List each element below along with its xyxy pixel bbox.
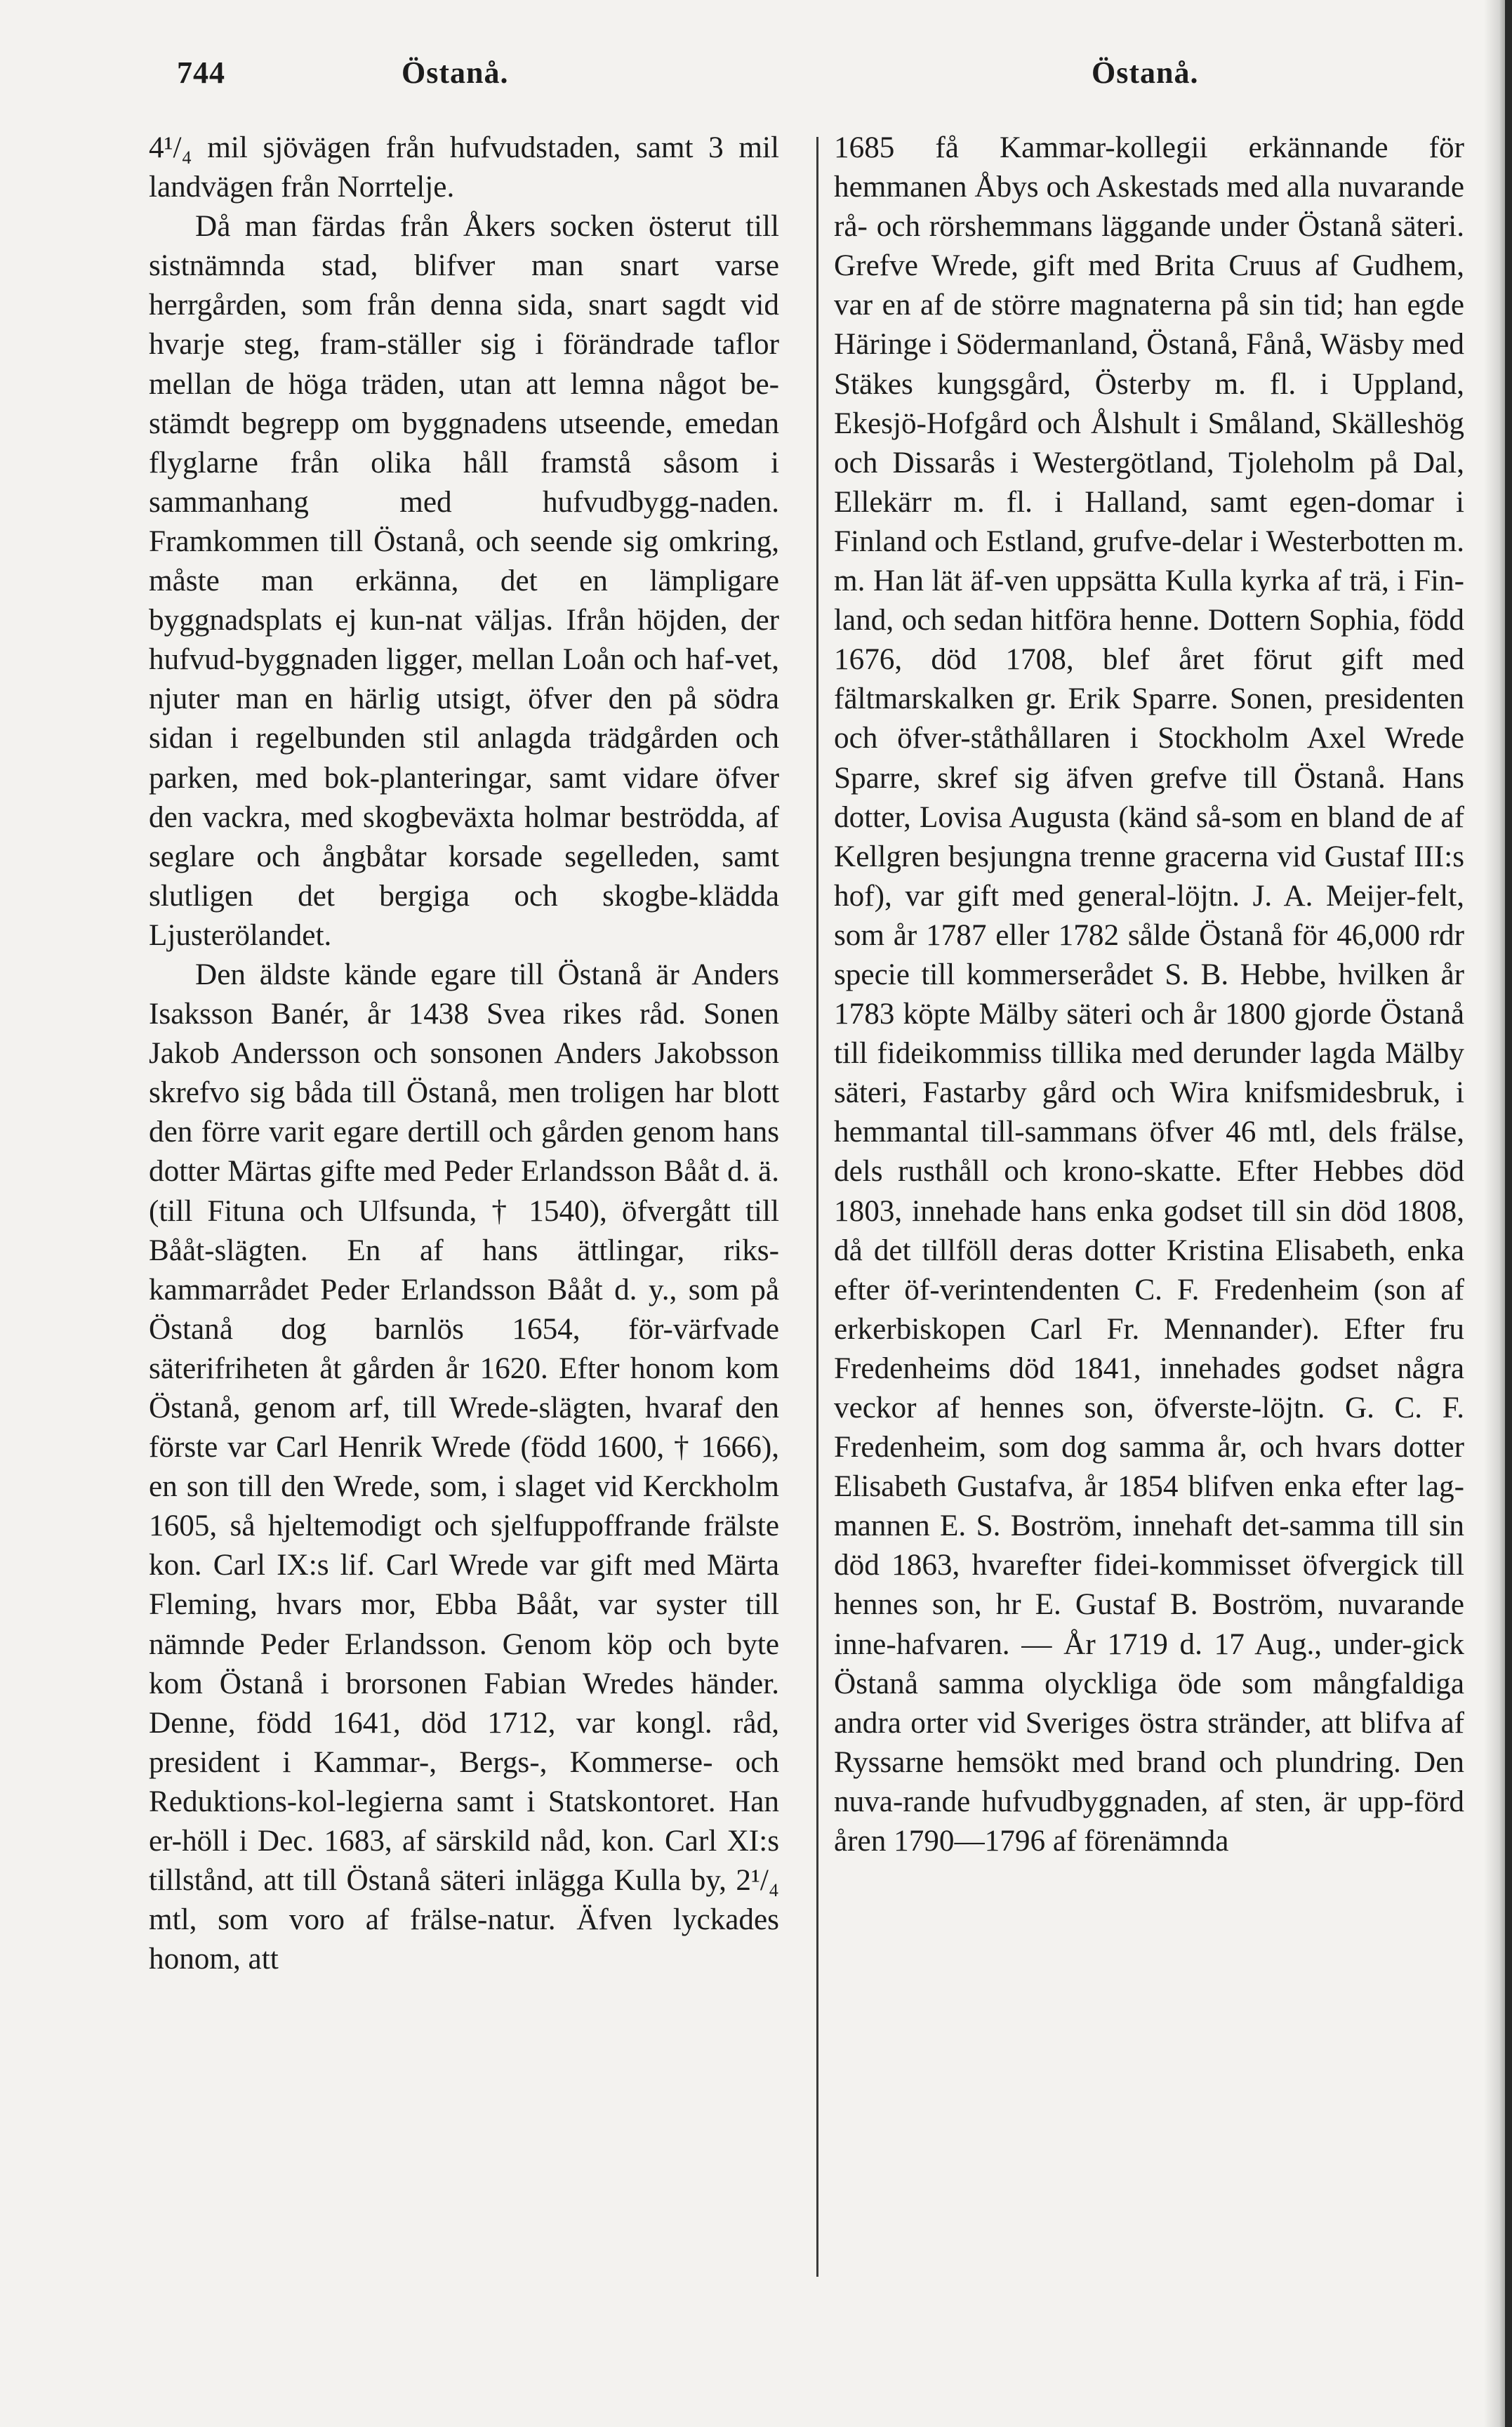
running-head-right: Östanå. <box>1092 55 1199 90</box>
page-number: 744 <box>177 55 225 90</box>
left-paragraph-3: Den äldste kände egare till Östanå är Anders Isaksson Banér, år 1438 Svea rikes råd. Sonen Jakob Andersson och sonsonen Anders Jakobsson skrefvo sig båda till Östanå, men troligen har blott den förre varit egare dertill och gården genom hans dotter Märtas gifte med Peder Erlandsson Bååt d. ä. (till Fituna och Ulfsunda, † 1540), öfvergått till Bååt-slägten. En af hans ättlingar, riks-kammarrådet Peder Erlandsson Bååt d. y., som på Östanå dog barnlös 1654, för-värfvade säterifriheten åt gården år 1620. Efter honom kom Östanå, genom arf, till Wrede-slägten, hvaraf den förste var Carl Henrik Wrede (född 1600, † 1666), en son till den Wrede, som, i slaget vid Kerckholm 1605, så hjeltemodigt och sjelfuppoffrande frälste kon. Carl IX:s lif. Carl Wrede var gift med Märta Fleming, hvars mor, Ebba Bååt, var syster till nämnde Peder Erlandsson. Genom köp och byte kom Östanå i brorsonen Fabian Wredes händer. Denne, född 1641, död 1712, var kongl. råd, president i Kammar-, Bergs-, Kommerse- och Reduktions-kol-legierna samt i Statskontoret. Han er-höll i Dec. 1683, af särskild nåd, kon. Carl XI:s tillstånd, att till Östanå säteri inlägga Kulla by, 2¹/₄ mtl, som voro af frälse-natur. Äfven lyckades honom, att <box>149 958 779 1976</box>
left-paragraph-1: 4¹/₄ mil sjövägen från hufvudstaden, samt 3 mil landvägen från Norrtelje. <box>149 131 779 204</box>
left-column <box>149 128 779 1979</box>
left-paragraph-2: Då man färdas från Åkers socken österut till sistnämnda stad, blifver man snart varse herrgården, som från denna sida, snart sagdt vid hvarje steg, fram-ställer sig i förändrade taflor mellan de höga träden, utan att lemna något be-stämdt begrepp om byggnadens utseende, emedan flyglarne från olika håll framstå såsom i sammanhang med hufvudbygg-naden. Framkommen till Östanå, och seende sig omkring, måste man erkänna, det en lämpligare byggnadsplats ej kun-nat väljas. Ifrån höjden, der hufvud-byggnaden ligger, mellan Loån och haf-vet, njuter man en härlig utsigt, öfver den på södra sidan i regelbunden stil anlagda trädgården och parken, med bok-planteringar, samt vidare öfver den vackra, med skogbeväxta holmar beströdda, af seglare och ångbåtar korsade segelleden, samt slutligen det bergiga och skogbe-klädda Ljusterölandet. <box>149 210 779 952</box>
running-head-left: Östanå. <box>402 55 509 90</box>
right-column <box>834 128 1464 1861</box>
column-divider <box>816 137 818 2277</box>
page-edge <box>1505 0 1512 2427</box>
right-paragraph-1: 1685 få Kammar-kollegii erkännande för hemmanen Åbys och Askestads med alla nuvarande rå- och rörshemmans läggande under Östanå säteri. Grefve Wrede, gift med Brita Cruus af Gudhem, var en af de större magnaterna på sin tid; han egde Häringe i Södermanland, Östanå, Fånå, Wäsby med Stäkes kungsgård, Österby m. fl. i Uppland, Ekesjö-Hofgård och Ålshult i Småland, Skälleshög och Dissarås i Westergötland, Tjoleholm på Dal, Ellekärr m. fl. i Halland, samt egen-domar i Finland och Estland, grufve-delar i Westerbotten m. m. Han lät äf-ven uppsätta Kulla kyrka af trä, i Fin-land, och sedan hitföra henne. Dottern Sophia, född 1676, död 1708, blef året förut gift med fältmarskalken gr. Erik Sparre. Sonen, presidenten och öfver-ståthållaren i Stockholm Axel Wrede Sparre, skref sig äfven grefve till Östanå. Hans dotter, Lovisa Augusta (känd så-som en bland de af Kellgren besjungna trenne gracerna vid Gustaf III:s hof), var gift med general-löjtn. J. A. Meijer-felt, som år 1787 eller 1782 sålde Östanå för 46,000 rdr specie till kommerserådet S. B. Hebbe, hvilken år 1783 köpte Mälby säteri och år 1800 gjorde Östanå till fideikommiss tillika med derunder lagda Mälby säteri, Fastarby gård och Wira knifsmidesbruk, i hemmantal till-sammans öfver 46 mtl, dels frälse, dels rusthåll och krono-skatte. Efter Hebbes död 1803, innehade hans enka godset till sin död 1808, då det tillföll deras dotter Kristina Elisabeth, enka efter öf-verintendenten C. F. Fredenheim (son af erkerbiskopen Carl Fr. Mennander). Efter fru Fredenheims död 1841, innehades godset några veckor af hennes son, öfverste-löjtn. G. C. F. Fredenheim, som dog samma år, och hvars dotter Elisabeth Gustafva, år 1854 blifven enka efter lag-mannen E. S. Boström, innehaft det-samma till sin död 1863, hvarefter fidei-kommisset öfvergick till hennes son, hr E. Gustaf B. Boström, nuvarande inne-hafvaren. — År 1719 d. 17 Aug., under-gick Östanå samma olyckliga öde som mångfaldiga andra orter vid Sveriges östra stränder, att blifva af Ryssarne hemsökt med brand och plundring. Den nuva-rande hufvudbyggnaden, af sten, är upp-förd åren 1790—1796 af förenämnda <box>834 131 1464 1858</box>
